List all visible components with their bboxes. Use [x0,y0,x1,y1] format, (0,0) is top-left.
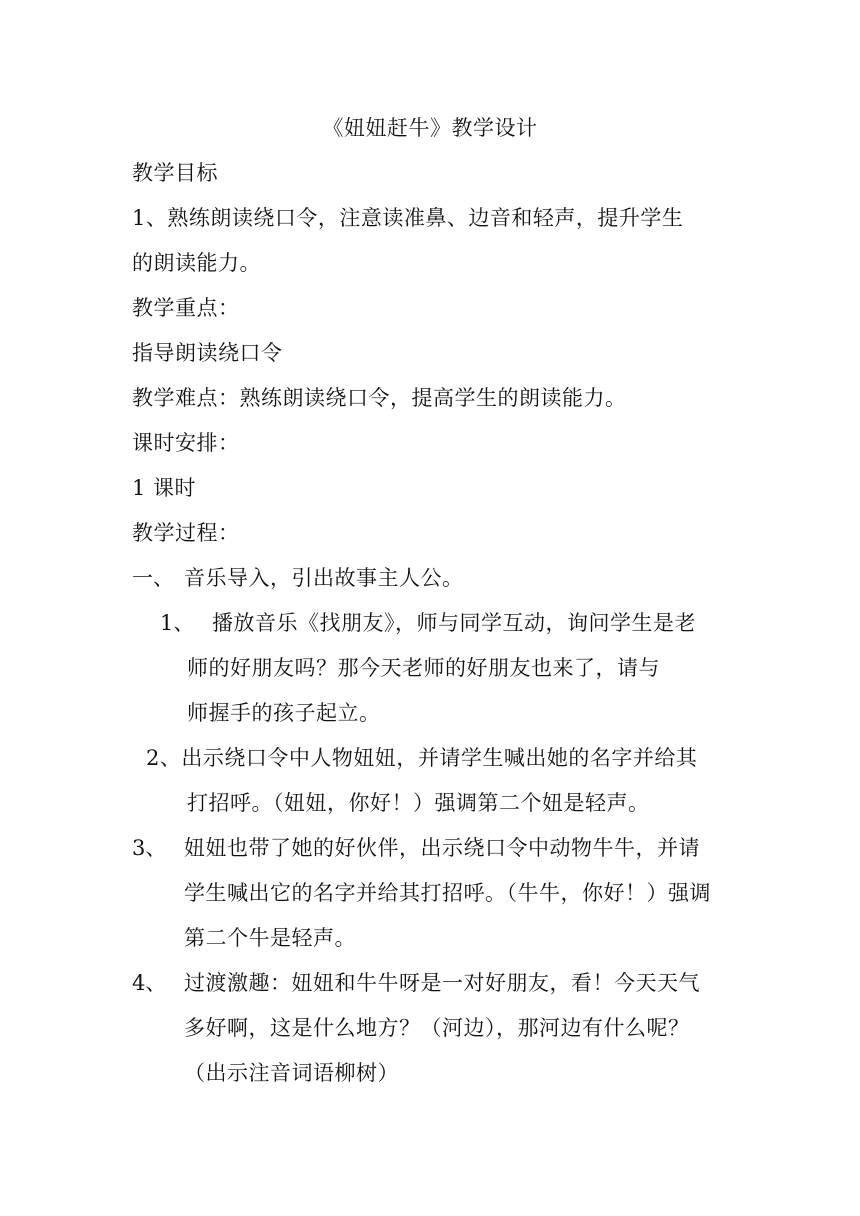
step-4-line2: 多好啊，这是什么地方？（河边），那河边有什么呢？ [184,1016,690,1040]
schedule-heading: 课时安排： [132,431,240,455]
goal-1-line2: 的朗读能力。 [132,251,261,275]
step-2-line1: 2、出示绕口令中人物妞妞，并请学生喊出她的名字并给其 [146,746,698,770]
step-4-line1: 过渡激趣：妞妞和牛牛呀是一对好朋友，看！今天天气 [184,971,700,995]
step-3-number: 3、 [132,836,167,860]
difficulty-text: 教学难点：熟练朗读绕口令，提高学生的朗读能力。 [132,386,627,410]
schedule-text: 1 课时 [132,476,197,500]
key-heading: 教学重点： [132,296,240,320]
step-4-number: 4、 [132,971,167,995]
step-1-number: 1、 [160,611,195,635]
section-1-text: 音乐导入，引出故事主人公。 [184,566,464,590]
process-heading: 教学过程： [132,521,240,545]
step-3-line1: 妞妞也带了她的好伙伴，出示绕口令中动物牛牛，并请 [184,836,700,860]
step-3-line3: 第二个牛是轻声。 [184,926,356,950]
goal-1-line1: 1、熟练朗读绕口令，注意读准鼻、边音和轻声，提升学生 [132,206,684,230]
step-3-line2: 学生喊出它的名字并给其打招呼。（牛牛，你好！）强调 [184,881,711,905]
step-1-line1: 播放音乐《找朋友》，师与同学互动，询问学生是老 [212,611,696,635]
step-2-line2: 打招呼。（妞妞，你好！）强调第二个妞是轻声。 [187,791,650,815]
section-1-number: 一、 [132,566,174,590]
key-text: 指导朗读绕口令 [132,341,283,365]
step-4-line3: （出示注音词语柳树） [184,1061,399,1085]
goal-heading: 教学目标 [132,161,218,185]
document-title: 《妞妞赶牛》教学设计 [322,116,538,140]
step-1-line2: 师的好朋友吗？那今天老师的好朋友也来了，请与 [187,656,660,680]
step-1-line3: 师握手的孩子起立。 [187,701,381,725]
